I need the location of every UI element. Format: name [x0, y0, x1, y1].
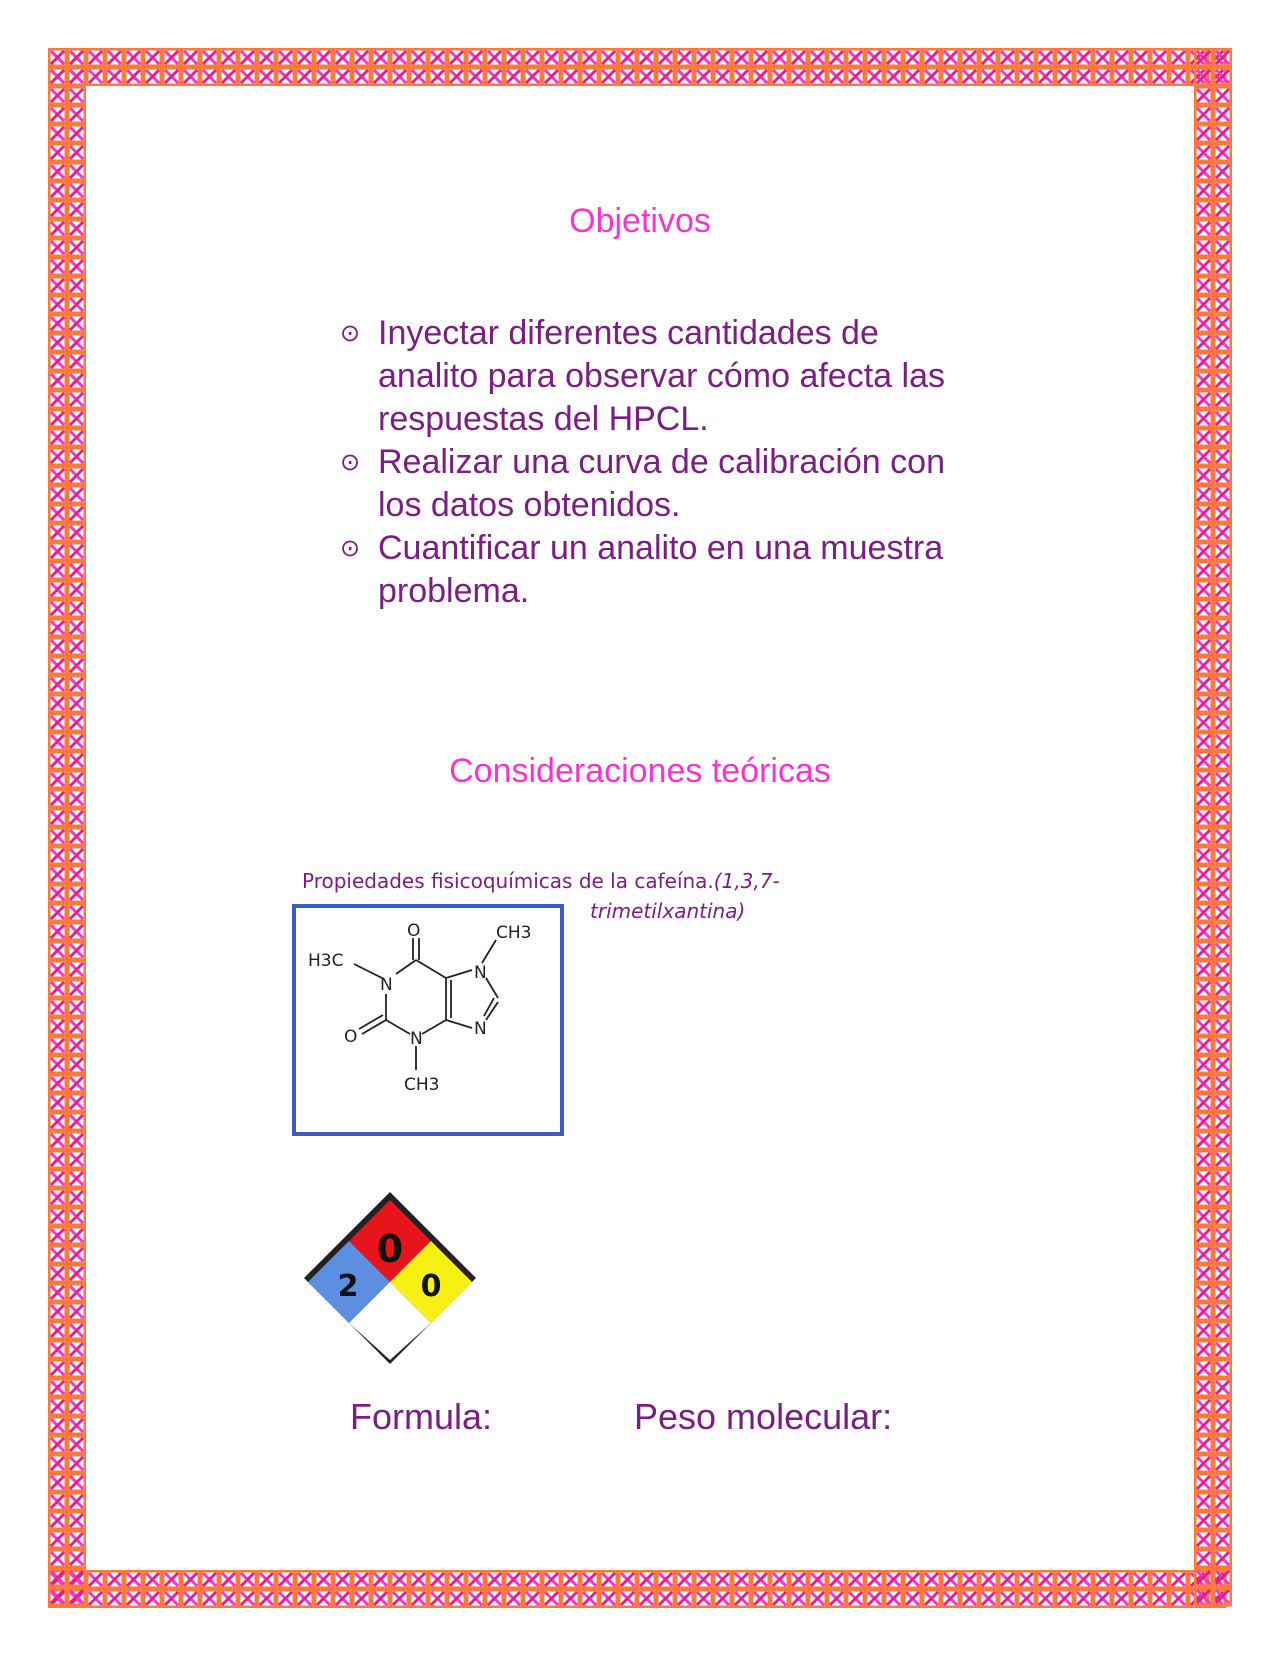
list-item: [340, 527, 960, 613]
caffeine-structure-figure: [292, 904, 564, 1136]
list-item: [340, 441, 960, 527]
objectives-list: [340, 312, 960, 613]
caption-italic-2: trimetilxantina): [590, 899, 746, 923]
decorative-border-left: [48, 48, 86, 1608]
decorative-border-top: [48, 48, 1232, 86]
molecular-weight-label: Peso molecular:: [634, 1396, 893, 1437]
decorative-border-right: [1194, 48, 1232, 1608]
section-title-objetivos: Objetivos: [569, 202, 711, 240]
flammability-value: 0: [376, 1227, 404, 1271]
atom-label: N: [474, 963, 487, 983]
caffeine-caption: [302, 866, 822, 896]
reactivity-value: 0: [420, 1269, 442, 1304]
section-title-consideraciones: Consideraciones teóricas: [449, 752, 831, 790]
atom-label: CH3: [496, 923, 532, 943]
caffeine-molecule-drawing: [296, 908, 560, 1132]
circle-bullet-icon: ⊙: [340, 319, 361, 347]
atom-label: O: [344, 1027, 358, 1047]
caption-text: Propiedades fisicoquímicas de la cafeína.: [302, 869, 714, 893]
atom-label: N: [410, 1029, 423, 1049]
circle-bullet-icon: ⊙: [340, 534, 361, 562]
decorative-border-bottom: [48, 1570, 1232, 1608]
atom-label: N: [474, 1019, 487, 1039]
objective-text: Cuantificar un analito en una muestra problema.: [378, 529, 944, 610]
atom-label: H3C: [308, 951, 344, 971]
nfpa-hazard-diamond: [300, 1188, 480, 1368]
circle-bullet-icon: ⊙: [340, 448, 361, 476]
objective-text: Realizar una curva de calibración con los datos obtenidos.: [378, 443, 945, 524]
health-value: 2: [337, 1269, 359, 1304]
list-item: [340, 312, 960, 441]
formula-label: Formula:: [350, 1396, 493, 1437]
atom-label: N: [380, 975, 393, 995]
atom-label: CH3: [404, 1075, 440, 1095]
objective-text: Inyectar diferentes cantidades de analito para observar cómo afecta las respuestas del HPCL.: [378, 314, 945, 438]
atom-label: O: [407, 921, 421, 941]
caption-italic-1: (1,3,7-: [713, 869, 780, 893]
